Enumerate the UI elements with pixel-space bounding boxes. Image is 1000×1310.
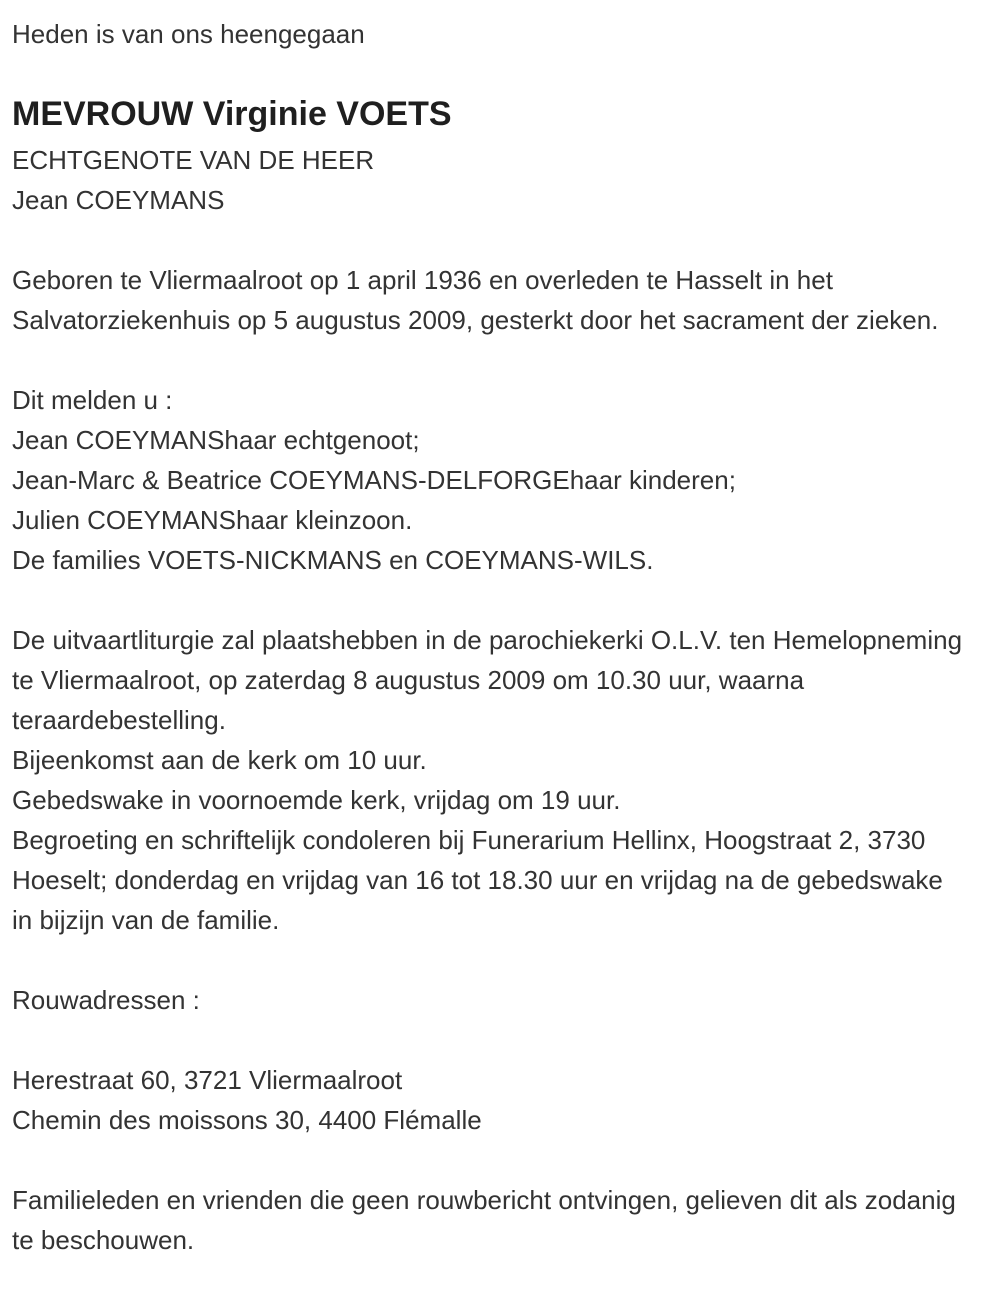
service-line: Bijeenkomst aan de kerk om 10 uur. [12,745,427,775]
relative-line: Julien COEYMANShaar kleinzoon. [12,505,413,535]
service-block [12,620,970,940]
service-line: Gebedswake in voornoemde kerk, vrijdag om 19 uur. [12,785,621,815]
address-line: Herestraat 60, 3721 Vliermaalroot [12,1065,403,1095]
intro-line: Heden is van ons heengegaan [12,19,365,49]
service-line: De uitvaartliturgie zal plaatshebben in de parochiekerki O.L.V. ten Hemelopneming te Vliermaalroot, op zaterdag 8 augustus 2009 om 10.30 uur, waarna teraardebestelling. [12,625,963,735]
spouse-role-line: ECHTGENOTE VAN DE HEER [12,145,375,175]
relative-line: Jean-Marc & Beatrice COEYMANS-DELFORGEhaar kinderen; [12,465,736,495]
obituary-document [12,14,970,1260]
deceased-name-title: MEVROUW Virginie VOETS [12,95,452,133]
birth-death-paragraph: Geboren te Vliermaalroot op 1 april 1936 en overleden te Hasselt in het Salvatorziekenhuis op 5 augustus 2009, gesterkt door het sacrament der zieken. [12,265,939,335]
closing-paragraph: Familieleden en vrienden die geen rouwbericht ontvingen, gelieven dit als zodanig te beschouwen. [12,1185,956,1255]
addresses-block [12,1060,970,1140]
spouse-name-line: Jean COEYMANS [12,185,225,215]
announcement-block [12,380,970,580]
announcement-header: Dit melden u : [12,385,173,415]
relative-line: Jean COEYMANShaar echtgenoot; [12,425,420,455]
address-line: Chemin des moissons 30, 4400 Flémalle [12,1105,482,1135]
relative-line: De families VOETS-NICKMANS en COEYMANS-WILS. [12,545,654,575]
mourning-addresses-header: Rouwadressen : [12,985,200,1015]
service-line: Begroeting en schriftelijk condoleren bij Funerarium Hellinx, Hoogstraat 2, 3730 Hoeselt; donderdag en vrijdag van 16 tot 18.30 uur en vrijdag na de gebedswake in bijzijn van de familie. [12,825,943,935]
